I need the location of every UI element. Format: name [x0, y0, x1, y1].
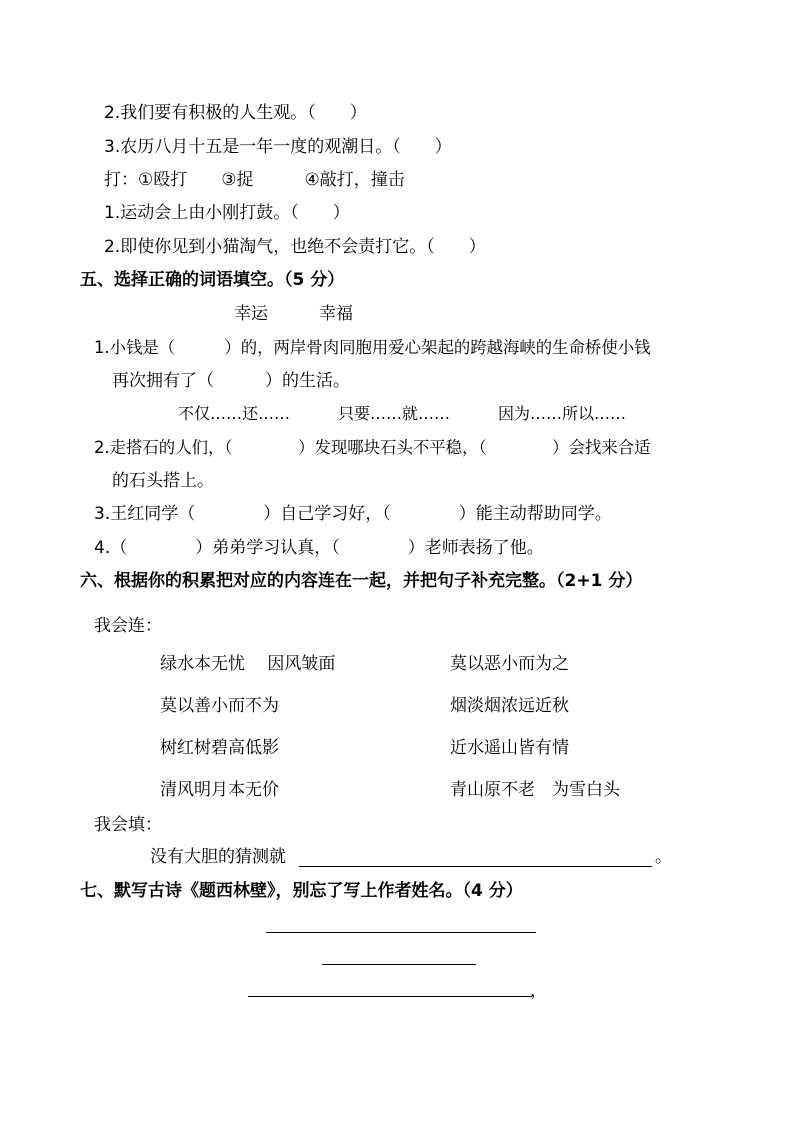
section-5-question-1a: 1.小钱是（ ）的，两岸骨肉同胞用爱心架起的跨越海峡的生命桥使小钱: [94, 338, 651, 357]
poem-author-line[interactable]: [322, 964, 476, 965]
section-5-word-options: 幸运 幸福: [234, 304, 353, 324]
poem-verse-line[interactable]: [248, 996, 532, 997]
left-item: 清风明月本无价: [160, 780, 279, 800]
question-2: 2.我们要有积极的人生观。（ ）: [104, 103, 367, 123]
fill-label: 我会填：: [94, 815, 162, 835]
right-item: 近水遥山皆有情: [450, 738, 569, 758]
left-item: 树红树碧高低影: [160, 738, 279, 758]
left-item: 绿水本无忧 因风皱面: [160, 654, 336, 674]
left-item: 莫以善小而不为: [160, 696, 279, 716]
da-question-2: 2.即使你见到小猫淘气，也绝不会责打它。（ ）: [104, 237, 486, 257]
connect-label: 我会连：: [94, 616, 162, 636]
poem-verse-comma: ，: [530, 981, 547, 1001]
section-5-question-3: 3.王红同学（ ）自己学习好，（ ）能主动帮助同学。: [94, 504, 612, 524]
section-5-question-2a: 2.走搭石的人们，（ ）发现哪块石头不平稳，（ ）会找来合适: [94, 438, 651, 457]
poem-title-line[interactable]: [266, 932, 536, 933]
right-item: 青山原不老 为雪白头: [450, 780, 620, 800]
section-5-question-4: 4.（ ）弟弟学习认真，（ ）老师表扬了他。: [94, 538, 544, 558]
section-5-title: 五、选择正确的词语填空。（5 分）: [80, 270, 345, 290]
section-7-title: 七、默写古诗《题西林壁》，别忘了写上作者姓名。（4 分）: [80, 881, 523, 901]
section-5-question-2b: 的石头搭上。: [112, 471, 214, 491]
question-3: 3.农历八月十五是一年一度的观潮日。（ ）: [104, 137, 452, 157]
da-question-1: 1.运动会上由小刚打鼓。（ ）: [104, 203, 350, 223]
fill-sentence-end: 。: [655, 847, 672, 867]
da-meanings: 打：①殴打 ③捉 ④敲打，撞击: [104, 170, 405, 190]
fill-sentence: 没有大胆的猜测就: [150, 847, 286, 867]
fill-answer-blank[interactable]: [299, 866, 652, 867]
right-item: 烟淡烟浓远近秋: [450, 696, 569, 716]
section-5-conjunction-options: 不仅……还…… 只要……就…… 因为……所以……: [178, 404, 627, 423]
section-5-question-1b: 再次拥有了（ ）的生活。: [112, 371, 350, 391]
section-6-title: 六、根据你的积累把对应的内容连在一起，并把句子补充完整。（2+1 分）: [80, 571, 643, 591]
right-item: 莫以恶小而为之: [450, 654, 569, 674]
